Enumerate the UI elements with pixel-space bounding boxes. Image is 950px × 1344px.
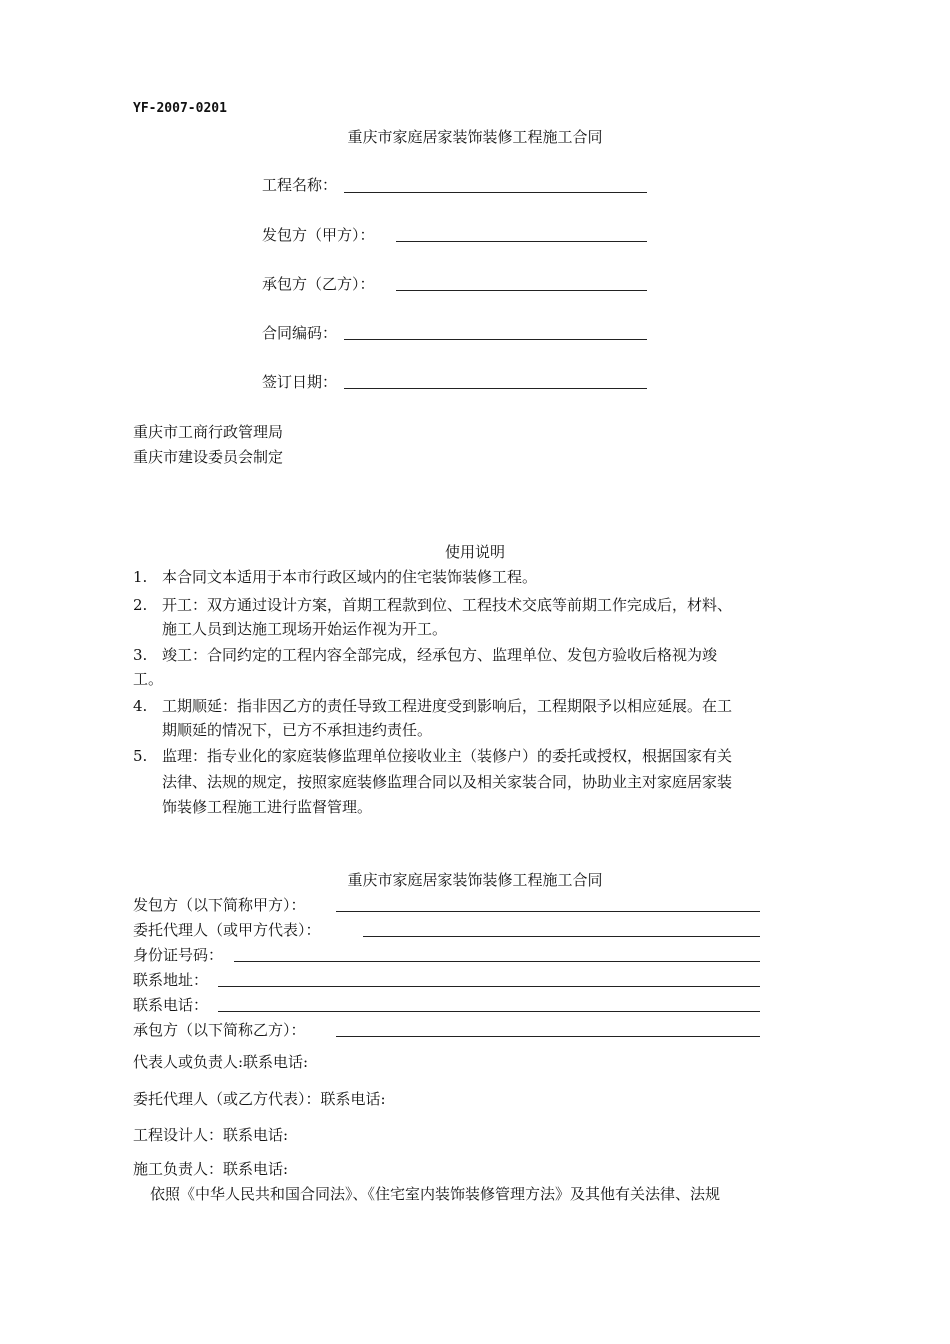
party-a-agent-label: 委托代理人（或甲方代表）： bbox=[133, 921, 321, 939]
field-sign-date-line[interactable] bbox=[344, 388, 647, 389]
party-a-label: 发包方（以下简称甲方）： bbox=[133, 896, 306, 914]
contact-line: 委托代理人（或乙方代表）：联系电话: bbox=[133, 1090, 386, 1108]
item-number: 3. bbox=[133, 646, 148, 664]
field-sign-date-label: 签订日期： bbox=[262, 373, 338, 391]
address-label: 联系地址： bbox=[133, 971, 209, 989]
document-code: YF-2007-0201 bbox=[133, 101, 227, 116]
item-text: 竣工：合同约定的工程内容全部完成，经承包方、监理单位、发包方验收后格视为竣 bbox=[162, 646, 718, 664]
legal-basis-paragraph: 依照《中华人民共和国合同法》、《住宅室内装饰装修管理方法》及其他有关法律、法规 bbox=[150, 1185, 721, 1203]
item-text: 监理：指专业化的家庭装修监理单位接收业主（装修户）的委托或授权，根据国家有关 bbox=[162, 747, 733, 765]
id-number-label: 身份证号码： bbox=[133, 946, 224, 964]
address-line[interactable] bbox=[218, 986, 760, 987]
item-text: 本合同文本适用于本市行政区域内的住宅装饰装修工程。 bbox=[162, 568, 538, 586]
field-contract-code-label: 合同编码： bbox=[262, 324, 338, 342]
field-contract-code-line[interactable] bbox=[344, 339, 647, 340]
item-text: 施工人员到达施工现场开始运作视为开工。 bbox=[162, 620, 448, 638]
item-number: 2. bbox=[133, 596, 148, 614]
issuer-line-2: 重庆市建设委员会制定 bbox=[133, 448, 284, 466]
item-text: 工。 bbox=[133, 670, 164, 688]
party-a-agent-line[interactable] bbox=[363, 936, 760, 937]
party-b-label: 承包方（以下简称乙方）： bbox=[133, 1021, 306, 1039]
item-number: 1. bbox=[133, 568, 148, 586]
phone-line[interactable] bbox=[218, 1011, 760, 1012]
contact-line: 工程设计人：联系电话: bbox=[133, 1126, 289, 1144]
id-number-line[interactable] bbox=[234, 961, 760, 962]
item-text: 法律、法规的规定，按照家庭装修监理合同以及相关家装合同，协助业主对家庭居家装 bbox=[162, 773, 733, 791]
item-text: 工期顺延：指非因乙方的责任导致工程进度受到影响后，工程期限予以相应延展。在工 bbox=[162, 697, 733, 715]
party-a-line[interactable] bbox=[336, 911, 760, 912]
cover-title: 重庆市家庭居家装饰装修工程施工合同 bbox=[347, 128, 603, 146]
field-party-b-label: 承包方（乙方）： bbox=[262, 275, 375, 293]
item-number: 5. bbox=[133, 747, 148, 765]
field-party-a-line[interactable] bbox=[396, 241, 647, 242]
item-text: 开工：双方通过设计方案，首期工程款到位、工程技术交底等前期工作完成后，材料、 bbox=[162, 596, 733, 614]
field-project-name-line[interactable] bbox=[344, 192, 647, 193]
contact-line: 代表人或负责人:联系电话: bbox=[133, 1053, 309, 1071]
phone-label: 联系电话： bbox=[133, 996, 209, 1014]
field-project-name-label: 工程名称： bbox=[262, 176, 338, 194]
party-b-line[interactable] bbox=[336, 1036, 760, 1037]
field-party-b-line[interactable] bbox=[396, 290, 647, 291]
issuer-line-1: 重庆市工商行政管理局 bbox=[133, 423, 284, 441]
contract-title: 重庆市家庭居家装饰装修工程施工合同 bbox=[347, 871, 603, 889]
item-text: 期顺延的情况下，已方不承担违约责任。 bbox=[162, 721, 433, 739]
field-party-a-label: 发包方（甲方）： bbox=[262, 226, 375, 244]
instructions-heading: 使用说明 bbox=[444, 543, 505, 561]
contact-line: 施工负责人：联系电话: bbox=[133, 1160, 289, 1178]
item-number: 4. bbox=[133, 697, 148, 715]
item-text: 饰装修工程施工进行监督管理。 bbox=[162, 798, 373, 816]
